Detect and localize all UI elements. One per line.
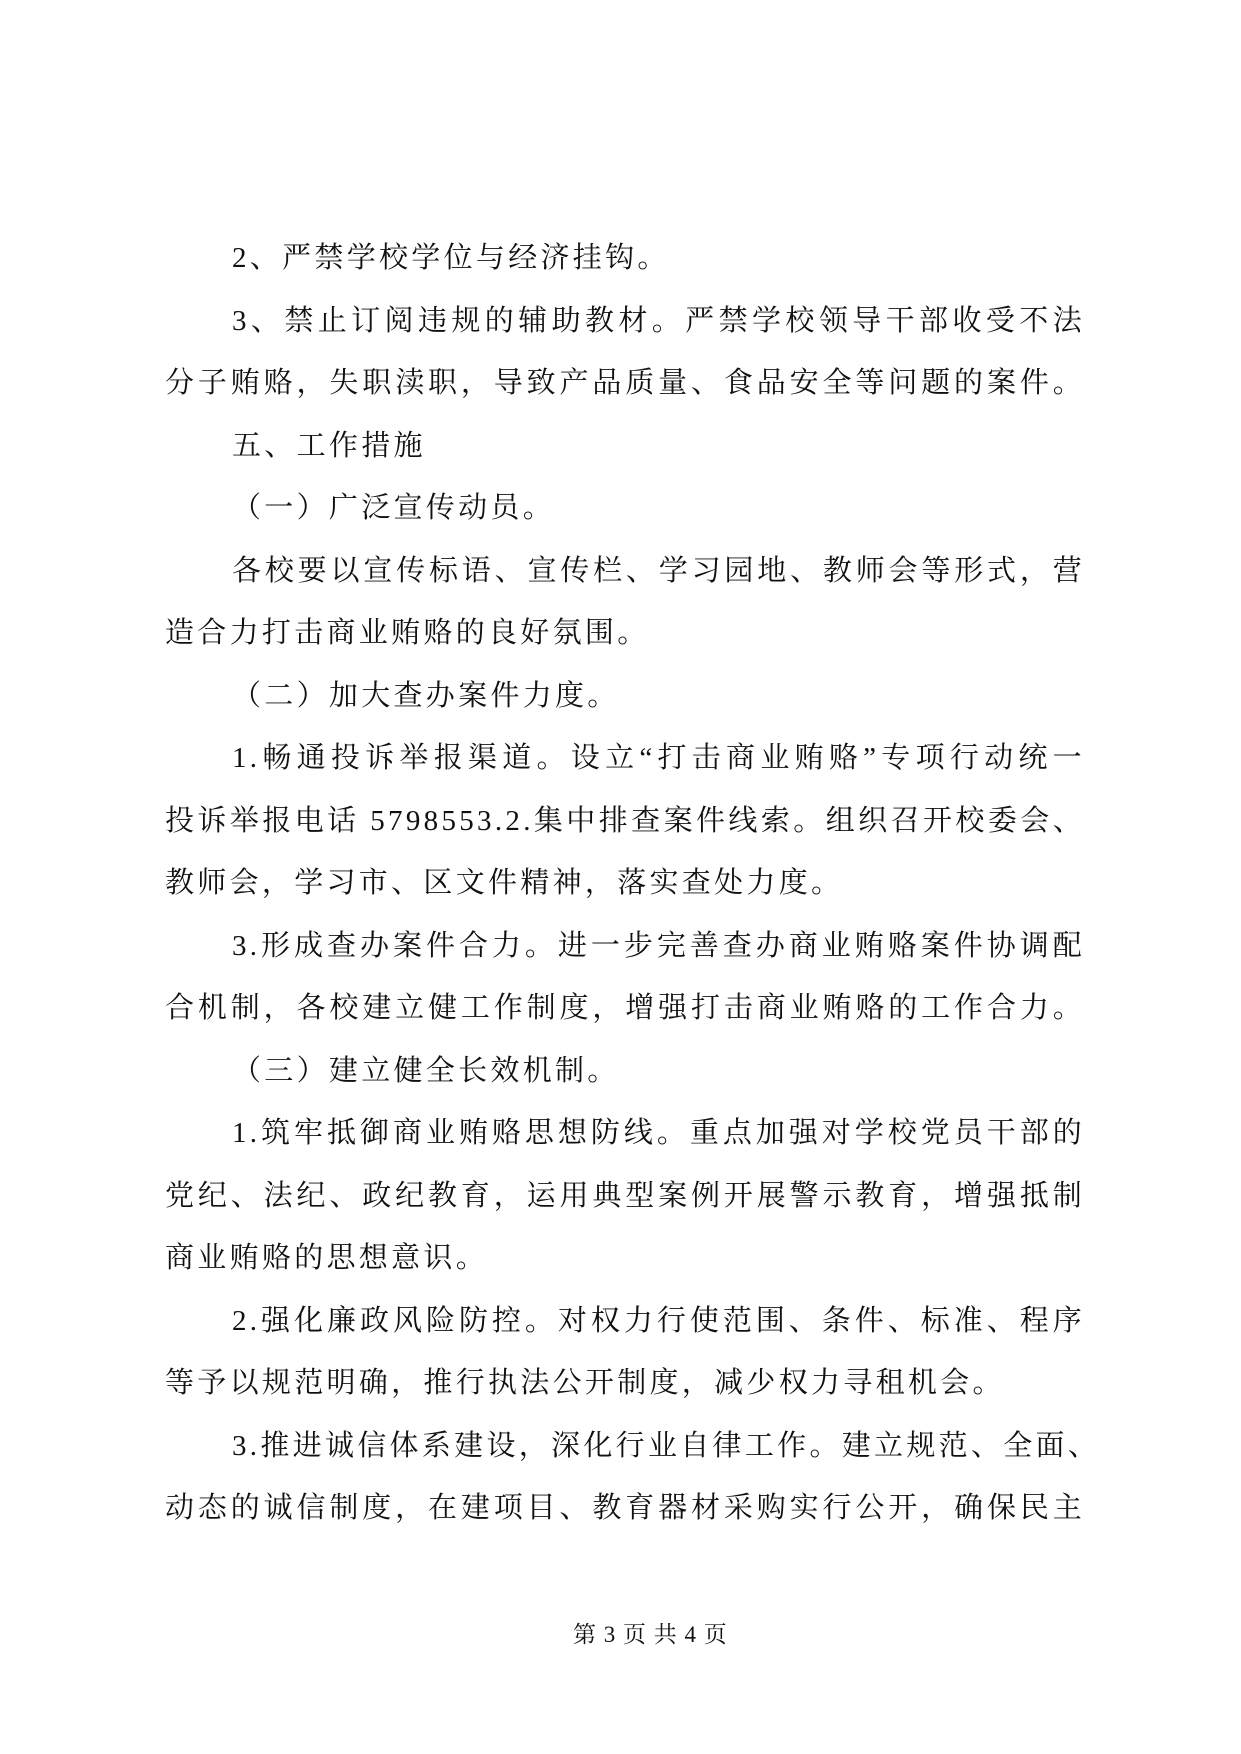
paragraph-line: 合机制，各校建立健工作制度，增强打击商业贿赂的工作合力。 — [165, 992, 1085, 1024]
paragraph-line: 分子贿赂，失职渎职，导致产品质量、食品安全等问题的案件。 — [165, 367, 1085, 399]
paragraph-line: 3.形成查办案件合力。进一步完善查办商业贿赂案件协调配 — [232, 929, 1085, 962]
paragraph-line: 1.筑牢抵御商业贿赂思想防线。重点加强对学校党员干部的 — [232, 1117, 1085, 1149]
paragraph-line: 造合力打击商业贿赂的良好氛围。 — [165, 617, 650, 649]
numbered-item — [165, 915, 1085, 1040]
paragraph-line: 动态的诚信制度，在建项目、教育器材采购实行公开，确保民主 — [165, 1492, 1085, 1524]
page-footer: 第 3 页 共 4 页 — [573, 1622, 728, 1647]
subsection-heading — [165, 477, 1085, 540]
numbered-item — [165, 1290, 1085, 1415]
paragraph-line: 2.强化廉政风险防控。对权力行使范围、条件、标准、程序 — [232, 1304, 1085, 1337]
paragraph-line: 投诉举报电话 5798553.2.集中排查案件线索。组织召开校委会、 — [165, 804, 1085, 837]
paragraph-line: 1.畅通投诉举报渠道。设立“打击商业贿赂”专项行动统一 — [232, 742, 1085, 774]
paragraph-line: 党纪、法纪、政纪教育，运用典型案例开展警示教育，增强抵制 — [165, 1179, 1085, 1212]
numbered-item — [165, 1415, 1101, 1540]
paragraph-line: 各校要以宣传标语、宣传栏、学习园地、教师会等形式，营 — [232, 554, 1085, 587]
numbered-item — [165, 1102, 1085, 1290]
subsection-heading — [165, 1040, 1085, 1103]
numbered-item — [165, 227, 1085, 290]
numbered-item — [165, 727, 1085, 915]
document-body — [165, 227, 1101, 1540]
paragraph-line: 商业贿赂的思想意识。 — [165, 1242, 489, 1274]
heading-line: （二）加大查办案件力度。 — [232, 679, 620, 712]
paragraph-line: 等予以规范明确，推行执法公开制度，减少权力寻租机会。 — [165, 1367, 1005, 1399]
body-paragraph — [165, 540, 1085, 665]
section-heading — [165, 415, 1085, 478]
numbered-item — [165, 290, 1085, 415]
subsection-heading — [165, 665, 1085, 728]
paragraph-line: 2、严禁学校学位与经济挂钩。 — [232, 242, 670, 274]
heading-line: （三）建立健全长效机制。 — [232, 1054, 620, 1087]
paragraph-line: 3.推进诚信体系建设，深化行业自律工作。建立规范、全面、 — [232, 1429, 1101, 1462]
paragraph-line: 教师会，学习市、区文件精神，落实查处力度。 — [165, 867, 844, 899]
paragraph-line: 3、禁止订阅违规的辅助教材。严禁学校领导干部收受不法 — [232, 304, 1085, 337]
heading-line: （一）广泛宣传动员。 — [232, 492, 556, 524]
heading-line: 五、工作措施 — [232, 429, 426, 462]
